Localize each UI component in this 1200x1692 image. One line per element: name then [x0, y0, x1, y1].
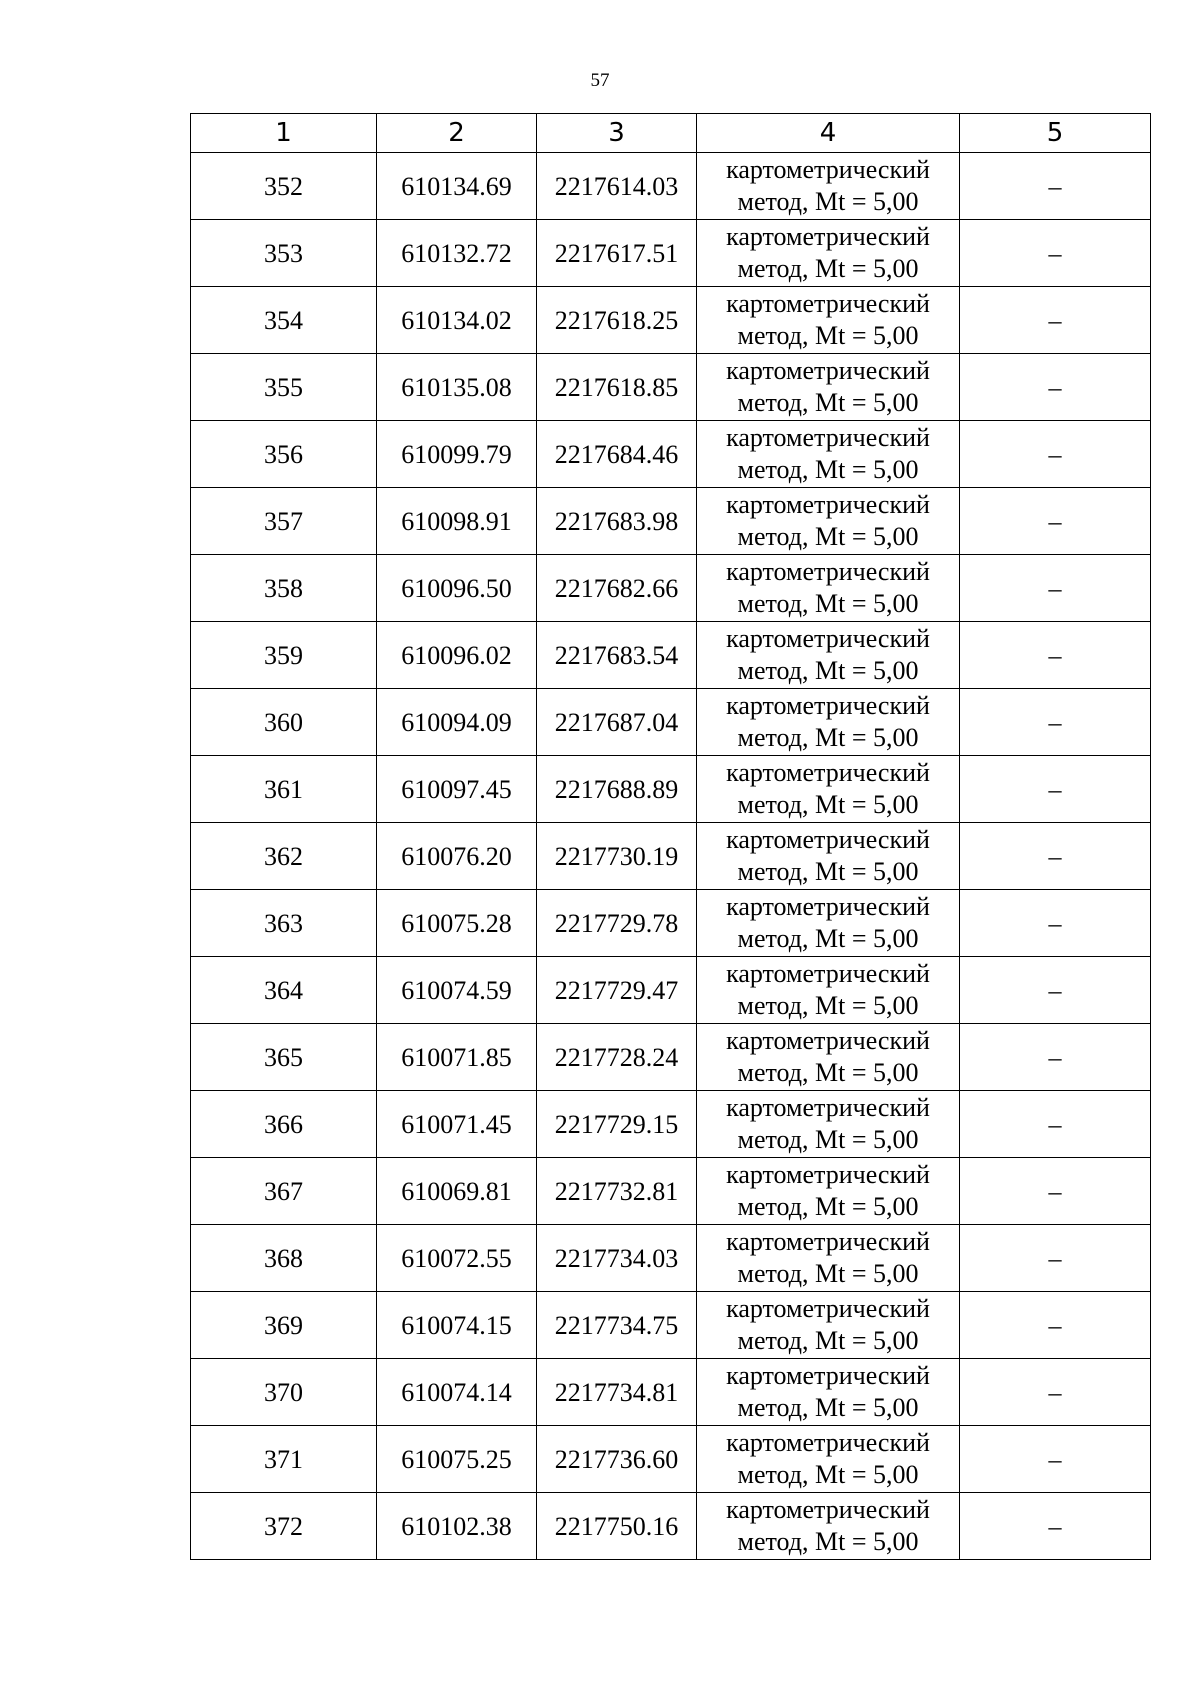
- y-coordinate-cell: 2217734.75: [537, 1292, 697, 1359]
- method-cell: [697, 622, 960, 689]
- method-cell: [697, 1493, 960, 1560]
- method-accuracy-line: метод, Mt = 5,00: [737, 723, 919, 752]
- point-number-cell: 363: [191, 890, 377, 957]
- x-coordinate-cell: 610097.45: [377, 756, 537, 823]
- method-cell: [697, 823, 960, 890]
- note-cell: –: [960, 555, 1151, 622]
- table-row: [191, 1024, 1151, 1091]
- x-coordinate-cell: 610098.91: [377, 488, 537, 555]
- x-coordinate-cell: 610071.85: [377, 1024, 537, 1091]
- x-coordinate-cell: 610075.28: [377, 890, 537, 957]
- point-number-cell: 371: [191, 1426, 377, 1493]
- method-name-line: картометрический: [726, 624, 930, 653]
- method-accuracy-line: метод, Mt = 5,00: [737, 1125, 919, 1154]
- method-name-line: картометрический: [726, 959, 930, 988]
- method-name-line: картометрический: [726, 155, 930, 184]
- x-coordinate-cell: 610074.59: [377, 957, 537, 1024]
- table-body: [191, 153, 1151, 1560]
- method-accuracy-line: метод, Mt = 5,00: [737, 1460, 919, 1489]
- note-cell: –: [960, 1158, 1151, 1225]
- method-cell: [697, 1091, 960, 1158]
- method-accuracy-line: метод, Mt = 5,00: [737, 1527, 919, 1556]
- point-number-cell: 361: [191, 756, 377, 823]
- x-coordinate-cell: 610134.69: [377, 153, 537, 220]
- x-coordinate-cell: 610094.09: [377, 689, 537, 756]
- x-coordinate-cell: 610072.55: [377, 1225, 537, 1292]
- method-cell: [697, 354, 960, 421]
- y-coordinate-cell: 2217682.66: [537, 555, 697, 622]
- point-number-cell: 355: [191, 354, 377, 421]
- method-name-line: картометрический: [726, 222, 930, 251]
- note-cell: –: [960, 622, 1151, 689]
- method-name-line: картометрический: [726, 1227, 930, 1256]
- column-header-3: 3: [537, 114, 697, 153]
- y-coordinate-cell: 2217736.60: [537, 1426, 697, 1493]
- y-coordinate-cell: 2217729.78: [537, 890, 697, 957]
- method-accuracy-line: метод, Mt = 5,00: [737, 589, 919, 618]
- point-number-cell: 368: [191, 1225, 377, 1292]
- table-row: [191, 287, 1151, 354]
- method-name-line: картометрический: [726, 490, 930, 519]
- y-coordinate-cell: 2217730.19: [537, 823, 697, 890]
- table-row: [191, 1158, 1151, 1225]
- table-row: [191, 689, 1151, 756]
- point-number-cell: 353: [191, 220, 377, 287]
- note-cell: –: [960, 1024, 1151, 1091]
- note-cell: –: [960, 756, 1151, 823]
- table-row: [191, 555, 1151, 622]
- y-coordinate-cell: 2217732.81: [537, 1158, 697, 1225]
- method-name-line: картометрический: [726, 1294, 930, 1323]
- note-cell: –: [960, 1493, 1151, 1560]
- table-row: [191, 1493, 1151, 1560]
- y-coordinate-cell: 2217618.85: [537, 354, 697, 421]
- y-coordinate-cell: 2217728.24: [537, 1024, 697, 1091]
- x-coordinate-cell: 610071.45: [377, 1091, 537, 1158]
- page-number: 57: [590, 70, 610, 91]
- method-accuracy-line: метод, Mt = 5,00: [737, 857, 919, 886]
- table-row: [191, 1426, 1151, 1493]
- method-accuracy-line: метод, Mt = 5,00: [737, 254, 919, 283]
- y-coordinate-cell: 2217688.89: [537, 756, 697, 823]
- method-name-line: картометрический: [726, 1361, 930, 1390]
- x-coordinate-cell: 610096.02: [377, 622, 537, 689]
- table-row: [191, 488, 1151, 555]
- x-coordinate-cell: 610132.72: [377, 220, 537, 287]
- table-row: [191, 890, 1151, 957]
- column-header-4: 4: [697, 114, 960, 153]
- point-number-cell: 354: [191, 287, 377, 354]
- table-row: [191, 421, 1151, 488]
- method-accuracy-line: метод, Mt = 5,00: [737, 656, 919, 685]
- point-number-cell: 356: [191, 421, 377, 488]
- table-row: [191, 823, 1151, 890]
- method-cell: [697, 1426, 960, 1493]
- method-cell: [697, 1292, 960, 1359]
- y-coordinate-cell: 2217683.98: [537, 488, 697, 555]
- y-coordinate-cell: 2217683.54: [537, 622, 697, 689]
- y-coordinate-cell: 2217687.04: [537, 689, 697, 756]
- method-name-line: картометрический: [726, 691, 930, 720]
- method-cell: [697, 1359, 960, 1426]
- method-name-line: картометрический: [726, 892, 930, 921]
- method-cell: [697, 153, 960, 220]
- table-row: [191, 1292, 1151, 1359]
- method-name-line: картометрический: [726, 1160, 930, 1189]
- method-accuracy-line: метод, Mt = 5,00: [737, 1058, 919, 1087]
- point-number-cell: 359: [191, 622, 377, 689]
- note-cell: –: [960, 421, 1151, 488]
- y-coordinate-cell: 2217614.03: [537, 153, 697, 220]
- method-cell: [697, 421, 960, 488]
- column-header-5: 5: [960, 114, 1151, 153]
- table-row: [191, 1359, 1151, 1426]
- method-cell: [697, 1158, 960, 1225]
- note-cell: –: [960, 488, 1151, 555]
- method-name-line: картометрический: [726, 825, 930, 854]
- table-row: [191, 153, 1151, 220]
- y-coordinate-cell: 2217684.46: [537, 421, 697, 488]
- method-accuracy-line: метод, Mt = 5,00: [737, 455, 919, 484]
- column-header-2: 2: [377, 114, 537, 153]
- method-cell: [697, 1024, 960, 1091]
- method-cell: [697, 1225, 960, 1292]
- method-accuracy-line: метод, Mt = 5,00: [737, 991, 919, 1020]
- method-name-line: картометрический: [726, 289, 930, 318]
- note-cell: –: [960, 890, 1151, 957]
- method-cell: [697, 756, 960, 823]
- method-cell: [697, 689, 960, 756]
- x-coordinate-cell: 610096.50: [377, 555, 537, 622]
- method-accuracy-line: метод, Mt = 5,00: [737, 187, 919, 216]
- point-number-cell: 370: [191, 1359, 377, 1426]
- note-cell: –: [960, 957, 1151, 1024]
- table-row: [191, 354, 1151, 421]
- point-number-cell: 362: [191, 823, 377, 890]
- x-coordinate-cell: 610099.79: [377, 421, 537, 488]
- method-accuracy-line: метод, Mt = 5,00: [737, 321, 919, 350]
- method-cell: [697, 957, 960, 1024]
- method-cell: [697, 287, 960, 354]
- table-row: [191, 957, 1151, 1024]
- note-cell: –: [960, 354, 1151, 421]
- method-name-line: картометрический: [726, 356, 930, 385]
- point-number-cell: 358: [191, 555, 377, 622]
- point-number-cell: 372: [191, 1493, 377, 1560]
- table-row: [191, 220, 1151, 287]
- method-name-line: картометрический: [726, 1495, 930, 1524]
- point-number-cell: 352: [191, 153, 377, 220]
- method-accuracy-line: метод, Mt = 5,00: [737, 1393, 919, 1422]
- point-number-cell: 369: [191, 1292, 377, 1359]
- y-coordinate-cell: 2217750.16: [537, 1493, 697, 1560]
- x-coordinate-cell: 610102.38: [377, 1493, 537, 1560]
- note-cell: –: [960, 689, 1151, 756]
- note-cell: –: [960, 1359, 1151, 1426]
- x-coordinate-cell: 610134.02: [377, 287, 537, 354]
- table-row: [191, 756, 1151, 823]
- point-number-cell: 366: [191, 1091, 377, 1158]
- table-row: [191, 1091, 1151, 1158]
- note-cell: –: [960, 220, 1151, 287]
- column-header-1: 1: [191, 114, 377, 153]
- method-cell: [697, 555, 960, 622]
- method-name-line: картометрический: [726, 1428, 930, 1457]
- method-accuracy-line: метод, Mt = 5,00: [737, 1326, 919, 1355]
- x-coordinate-cell: 610074.14: [377, 1359, 537, 1426]
- x-coordinate-cell: 610074.15: [377, 1292, 537, 1359]
- method-cell: [697, 488, 960, 555]
- note-cell: –: [960, 823, 1151, 890]
- y-coordinate-cell: 2217734.81: [537, 1359, 697, 1426]
- x-coordinate-cell: 610076.20: [377, 823, 537, 890]
- point-number-cell: 360: [191, 689, 377, 756]
- y-coordinate-cell: 2217618.25: [537, 287, 697, 354]
- method-accuracy-line: метод, Mt = 5,00: [737, 388, 919, 417]
- note-cell: –: [960, 287, 1151, 354]
- table-row: [191, 1225, 1151, 1292]
- coordinates-table: [190, 113, 1151, 1560]
- method-name-line: картометрический: [726, 1026, 930, 1055]
- method-accuracy-line: метод, Mt = 5,00: [737, 522, 919, 551]
- y-coordinate-cell: 2217617.51: [537, 220, 697, 287]
- note-cell: –: [960, 1292, 1151, 1359]
- note-cell: –: [960, 1091, 1151, 1158]
- method-name-line: картометрический: [726, 758, 930, 787]
- method-name-line: картометрический: [726, 1093, 930, 1122]
- method-accuracy-line: метод, Mt = 5,00: [737, 924, 919, 953]
- y-coordinate-cell: 2217729.47: [537, 957, 697, 1024]
- x-coordinate-cell: 610069.81: [377, 1158, 537, 1225]
- method-cell: [697, 220, 960, 287]
- point-number-cell: 365: [191, 1024, 377, 1091]
- method-cell: [697, 890, 960, 957]
- point-number-cell: 357: [191, 488, 377, 555]
- note-cell: –: [960, 1426, 1151, 1493]
- method-accuracy-line: метод, Mt = 5,00: [737, 1259, 919, 1288]
- method-name-line: картометрический: [726, 423, 930, 452]
- table-row: [191, 622, 1151, 689]
- method-accuracy-line: метод, Mt = 5,00: [737, 1192, 919, 1221]
- method-accuracy-line: метод, Mt = 5,00: [737, 790, 919, 819]
- x-coordinate-cell: 610135.08: [377, 354, 537, 421]
- y-coordinate-cell: 2217734.03: [537, 1225, 697, 1292]
- y-coordinate-cell: 2217729.15: [537, 1091, 697, 1158]
- note-cell: –: [960, 1225, 1151, 1292]
- point-number-cell: 367: [191, 1158, 377, 1225]
- table-header-row: [191, 114, 1151, 153]
- method-name-line: картометрический: [726, 557, 930, 586]
- x-coordinate-cell: 610075.25: [377, 1426, 537, 1493]
- point-number-cell: 364: [191, 957, 377, 1024]
- note-cell: –: [960, 153, 1151, 220]
